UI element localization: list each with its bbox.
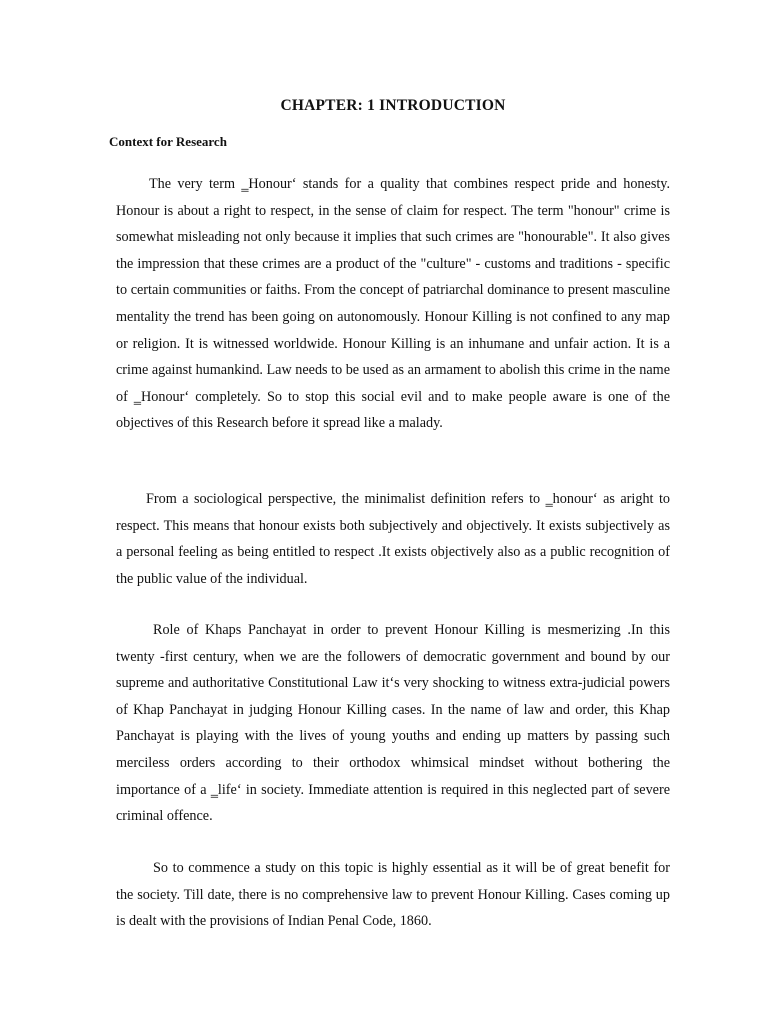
paragraph-2: From a sociological perspective, the minimalist definition refers to ‗honour‘ as aright to respect. This means that honour exists both subjectively and objectively. It exists subjectively as a personal feeling as being entitled to respect .It exists objectively also as a public recognition of the public value of the individual. — [116, 491, 670, 587]
paragraph-1: The very term ‗Honour‘ stands for a quality that combines respect pride and honesty. Honour is about a right to respect, in the sense of claim for respect. The term "honour" crime is somewhat misleading not only because it implies that such crimes are "honourable". It also gives the impression that these crimes are a product of the "culture" - customs and traditions - specific to certain communities or faiths. From the concept of patriarchal dominance to present masculine mentality the trend has been going on autonomously. Honour Killing is not confined to any map or religion. It is witnessed worldwide. Honour Killing is an inhumane and unfair action. It is a crime against humankind. Law needs to be used as an armament to abolish this crime in the name of ‗Honour‘ completely. So to stop this social evil and to make people aware is one of the objectives of this Research before it spread like a malady. — [116, 176, 670, 432]
section-heading: Context for Research — [109, 134, 227, 149]
paragraph-4: So to commence a study on this topic is highly essential as it will be of great benefit for the society. Till date, there is no comprehensive law to prevent Honour Killing. Cases coming up is dealt with the provisions of Indian Penal Code, 1860. — [116, 860, 670, 930]
paragraph-3: Role of Khaps Panchayat in order to prevent Honour Killing is mesmerizing .In this twenty -first century, when we are the followers of democratic government and bound by our supreme and authoritative Constitutional Law it‘s very shocking to witness extra-judicial powers of Khap Panchayat in judging Honour Killing cases. In the name of law and order, this Khap Panchayat is playing with the lives of young youths and ending up matters by passing such merciless orders according to their orthodox whimsical mindset without bothering the importance of a ‗life‘ in society. Immediate attention is required in this neglected part of severe criminal offence. — [116, 622, 670, 825]
chapter-title: CHAPTER: 1 INTRODUCTION — [280, 97, 506, 114]
